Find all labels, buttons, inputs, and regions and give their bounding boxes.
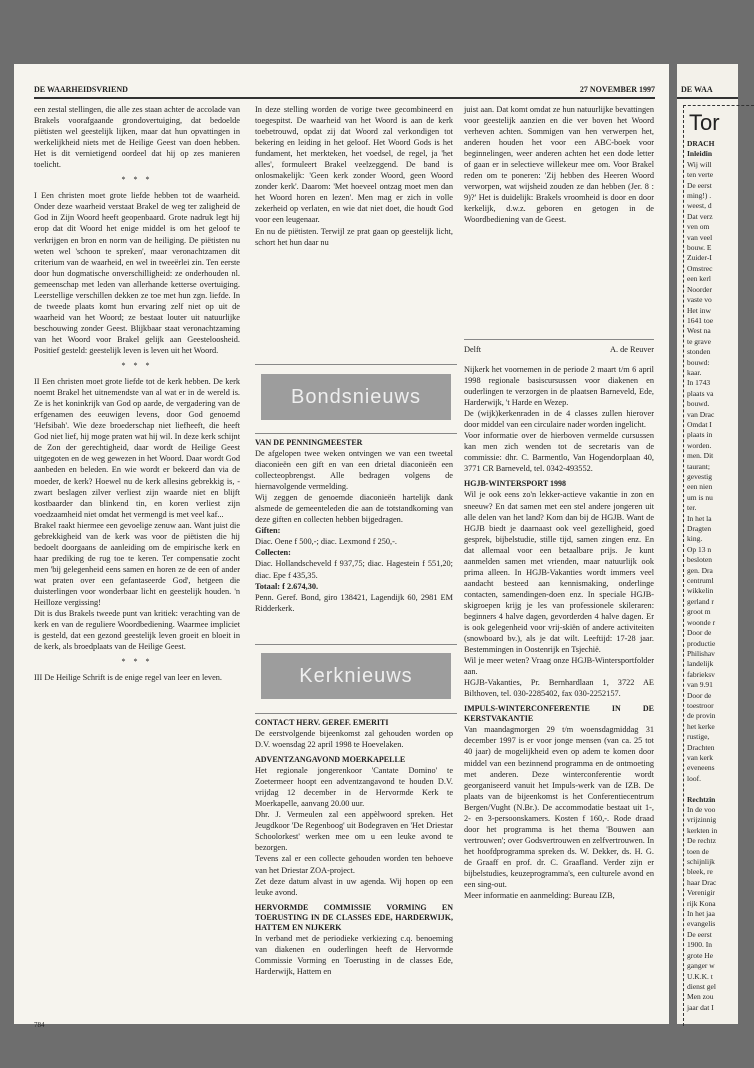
next-page-line: groot m [687,607,711,617]
paragraph: In deze stelling worden de vorige twee gecombineerd en toegespitst. De waarheid van het Woord is aan de kerk toebetrouwd, opdat zij dat Woord zal verkondigen tot bekering en leiding in het geloof. Het Woord Gods is het fundament, het merkteken, het voedsel, de regel, ja 'het alles', formuleert Brakel veelzeggend. De band is onlosmakelijk: 'Geen kerk zonder Woord, geen Woord zonder kerk'. Daarom: 'Met hoeveel ontzag moet men dan het Woord horen en lezen'. Men mag er zich in volle zekerheid op verlaten, en wie dat niet doet, die houdt God voor een leugenaar. [255,105,453,225]
paragraph: een zestal stellingen, die alle zes staan achter de accolade van Brakels voorafgaande grondovertuiging, dat bedoelde piëtisten wel geestelijk lijken, maar dat hun opvattingen in werkelijkheid niets met de Heilige Geest van doen hebben. Het is dit vernietigend oordeel dat hij op zes manieren toelicht. [34,105,240,170]
signature-place: Delft [464,345,482,354]
next-page-line: Omstrec [687,263,713,273]
next-page-line: Philishav [687,648,715,658]
next-page-text [687,139,747,1013]
next-page-line: vrijzinnig [687,815,717,825]
paragraph: Diac. Hollandscheveld f 937,75; diac. Hagestein f 551,20; diac. Epe f 435,35. [255,559,453,580]
article-signature [464,345,654,354]
paragraph: I Een christen moet grote liefde hebben tot de waarheid. Onder deze waarheid verstaat Brakel de weg ter zaligheid de God in Zijn Woord heeft geopenbaard. Grote nadruk legt hij erop dat dit Woord het enige middel is om het geloof te verkrijgen en bron en norm van de heiliging. De piëtisten nu weten wel 'schoon te spreken', maar veronachtzamen dit criterium van de waarheid, en wel in tweeërlei zin. Ten eerste door hun dogmatische onverschilligheid: ze onderhouden nl. gemeenschap met leden van allerhande ketterse overtuiging. Leerstellige verschillen dekken ze toe met hun zgn. liefde. In de tweede plaats komt hun ervaring zelf niet op uit de waarheid van het Woord; ze bestaat louter uit natuurlijke beschouwing zonder Geest. Blijkbaar staat veronachtzaming van het Woord voor Brakel gelijk aan Geesteloosheid. Positief gesteld: geestelijk leven is leven uit het Woord. [34,191,240,355]
header-rule [34,97,655,99]
column-2-top [255,104,453,248]
next-page-line: Op 13 n [687,544,712,554]
next-page-line: van veel [687,232,713,242]
paragraph: II Een christen moet grote liefde tot de kerk hebben. De kerk noemt Brakel het uitnemendste van al wat er in de wereld is. Ze is het koninkrijk van God op aarde, de vergadering van de erfgenamen des eeuwigen levens, door God genoemd 'Hefsibah'. Wie deze broederschap niet liefheeft, die heeft God niet lief, hij moge praten wat hij wil. In deze kerk schijnt de Zon der gerechtigheid, daar wordt de Heilige Geest uitgegoten en de weg gewezen in het Woord. Daar wordt God aanbeden en beleden. En wie wordt er bekeerd dan via de moeder, de kerk? Hoewel nu de kerk allesins gebrekkig is, - zwart beslagen zilver verliest zijn waarde niet en blijft kostbaarder dan blinkend tin, en koren verliest zijn voedzaamheid niet omdat het vermengd is met veel kaf... [34,377,240,519]
section-heading: ADVENTZANGAVOND MOERKAPELLE [255,755,406,765]
next-page-line: bouwd: [687,357,710,367]
magazine-name: DE WAARHEIDSVRIEND [34,85,128,94]
next-page-line: toestroor [687,700,714,710]
paragraph: De (wijk)kerkenraden in de 4 classes zullen hierover door middel van een circulaire nader worden ingelicht. [464,409,654,430]
next-page-line: DRACH [687,139,715,148]
paragraph: III De Heilige Schrift is de enige regel van leer en leven. [34,673,222,683]
next-page-line: vaste vo [687,295,712,305]
next-page-line [687,784,747,794]
next-page-line: eveneens [687,763,715,773]
next-page-line: de provin [687,711,716,721]
next-page-line: De eerst [687,929,712,939]
paragraph: Brakel raakt hiermee een gevoelige zenuw aan. Want juist die gebrekkigheid van de kerk was voor de piëtisten die hij bedoelt doorgaans de aanleiding om de empirische kerk en haar prediking de rug toe te keren. Ter compensatie zocht men 'bij gelegenheid eens samen en horen ze de een of ander wat praten over een gefantaseerde God', hetgeen die duisterlingen voor wonderbaar licht en geestelijk houden. 'n Heilloze vergissing! [34,520,240,608]
next-page-line: een kerl [687,274,711,284]
next-page-line: ganger w [687,961,715,971]
next-page-line: haar Drac [687,877,717,887]
column-3-bottom [464,364,654,901]
next-page-line: Zuider-I [687,253,712,263]
next-page-line: In de voo [687,805,716,814]
paragraph: Wil je meer weten? Vraag onze HGJB-Wintersportfolder aan. [464,656,654,677]
next-page-line: te grave [687,336,711,346]
next-page-line: bouwd. [687,399,710,409]
paragraph: Zet deze datum alvast in uw agenda. Wij hopen op een leuke avond. [255,876,453,897]
next-page-line: Men zou [687,992,714,1002]
next-page-line: Dragten [687,524,712,534]
next-page-line: Het inw [687,305,711,315]
paragraph: En nu de piëtisten. Terwijl ze prat gaan op geestelijk licht, schort het hun daar nu [255,226,453,247]
next-page-line: centruml [687,576,714,586]
next-page-line: Drachten [687,742,715,752]
next-page-line: king. [687,534,703,544]
next-page-line: van 9.91 [687,680,713,690]
next-page-line: Verenigir [687,888,715,898]
section-divider: * * * [121,175,153,185]
next-page-line: De rechtz [687,836,716,846]
next-page-line: In het jaa [687,909,715,919]
paragraph: In verband met de periodieke verkiezing c.q. benoeming van diakenen en ouderlingen heeft de Hervormde Commissie Vorming en Toerusting in de classes Ede, Harderwijk, Hattem en [255,933,453,976]
next-page-line: landelijk [687,659,714,669]
next-page-edge [677,64,738,1024]
next-page-line: Door de [687,628,712,638]
bondsnieuws-banner: Bondsnieuws [261,374,451,420]
paragraph: Meer informatie en aanmelding: Bureau IZB, [464,891,615,901]
next-page-line: U.K.K. t [687,971,713,981]
next-page-line: ven om [687,222,710,232]
column-2-middle [255,438,453,614]
next-page-line: Omdat I [687,419,712,429]
signature-rule [464,339,654,340]
column-2-bottom [255,718,453,977]
paragraph: HGJB-Vakanties, Pr. Bernhardlaan 1, 3722 AE Bilthoven, tel. 030-2285402, fax 030-2252157. [464,678,654,699]
next-page-line: productie [687,638,716,648]
next-page-line: taurant; [687,461,710,471]
next-page-line: Inleidin [687,149,713,159]
next-page-line: het kerke [687,721,715,731]
next-page-line: Wij will [687,159,712,169]
next-page-line: jaar dat I [687,1002,714,1012]
paragraph: juist aan. Dat komt omdat ze hun natuurlijke bevattingen voor geestelijk aanzien en die ver boven het Woord verheven achten. Sommigen van hen verwerpen het, anderen houden het voor een ABC-boek voor beginnelingen, weer anderen achten het een dode letter of gaan er in selectieve willekeur mee om. Voor Brakel reden om te poneren: 'Zij hebben des Heeren Woord verworpen, wat wijsheid zouden ze dan hebben (Jer. 8 : 9)?' Het is duidelijk: Brakels vroomheid is door en door kerkelijk, d.w.z. geboren en getogen in de Woordbediening van de Geest. [464,105,654,225]
next-page-line: bouw. E [687,243,712,253]
section-heading: IMPULS-WINTERCONFERENTIE IN DE KERSTVAKANTIE [464,704,654,724]
section-heading: HGJB-WINTERSPORT 1998 [464,479,567,489]
next-page-line: Noorder [687,284,712,294]
next-page-line: ming!) . [687,191,712,201]
next-page-line: rijk Kona [687,898,716,908]
next-page-line: fabrieksv [687,669,715,679]
paragraph: Voor informatie over de hierboven vermelde cursussen kan men zich wenden tot de secretaris van de commissie: dhr. C. Barmentlo, Van Hogendorplaan 40, 3771 CR Barneveld, tel. 0342-493552. [464,431,654,474]
paragraph: Tevens zal er een collecte gehouden worden ten behoeve van het Driestar ZOA-project. [255,854,453,875]
next-page-line: De eerst [687,180,712,190]
totaal: Totaal: f 2.674,30. [255,581,319,591]
page-number: 784 [34,1021,45,1029]
next-page-line: evangelis [687,919,716,929]
next-page-line: 1900. In [687,940,712,950]
next-page-title: Tor [689,110,720,135]
next-page-line: toen de [687,846,709,856]
next-page-line: gerland r [687,596,714,606]
next-page-line: dienst gel [687,981,716,991]
next-page-line: ter. [687,503,697,513]
next-page-line: kaar. [687,367,702,377]
next-page-line: In het la [687,513,712,523]
paragraph: Het regionale jongerenkoor 'Cantate Domino' te Zoetermeer hoopt een adventzangavond te houden D.V. vrijdag 12 december in de Hervormde Kerk te Moerkapelle, aanvang 20.00 uur. [255,766,453,809]
collecten-label: Collecten: [255,548,291,558]
next-page-line: schijnlijk [687,857,715,867]
section-heading: VAN DE PENNINGMEESTER [255,438,363,447]
next-page-line: een nien [687,482,713,492]
next-page-line: Door de [687,690,712,700]
next-page-line: Rechtzin [687,794,716,804]
header-rule [677,97,738,99]
signature-author: A. de Reuver [609,345,654,354]
paragraph: Dhr. J. Vermeulen zal een appèlwoord spreken. Het Jeugdkoor 'De Regenboog' uit Bodegraven en 'Het Driestar Schoolorkest' werken mee om u een leuke avond te bezorgen. [255,810,453,853]
section-divider: * * * [121,657,153,667]
next-page-line: gevestig [687,472,712,481]
next-page-line: van Drac [687,409,715,419]
magazine-page [14,64,669,1029]
next-page-line: plaats va [687,388,714,398]
next-page-line: bleek, re [687,867,713,877]
next-page-line: gen. Dra [687,565,713,575]
column-3-top [464,104,654,226]
issue-date: 27 NOVEMBER 1997 [579,85,655,94]
section-heading: HERVORMDE COMMISSIE VORMING EN TOERUSTING IN DE CLASSES EDE, HARDERWIJK, HATTEM EN NIJKERK [255,902,453,932]
paragraph: Van maandagmorgen 29 t/m woensdagmiddag 31 december 1997 is er voor jonge mensen (van ca. 25 tot 40 jaar) de mogelijkheid even op adem te komen door middel van een bezinnend programma en de ontmoeting met anderen. Deze winterconferentie wordt georganiseerd vanuit het Impuls-werk van de IZB. De plaats van de bijeenkomst is het Conferentiecentrum Bergen/Vught (N.Br.). De accommodatie bestaat uit 1-, 2- en 3-persoonskamers. Kosten f 160,-. Rode draad door het programma is het thema 'Bouwen aan vertrouwen'; over Godsvertrouwen en zelfvertrouwen. In het hoofdprogramma spreken ds. W. Dekker, ds. H. G. de Graaff en prof. dr. C. Graafland. Verder zijn er bijbelstudies, keuzeprogramma's, een culturele avond en een sing-out. [464,725,654,890]
next-page-line: woonde r [687,617,716,627]
next-page-line: wikkelin [687,586,714,596]
next-page-line: 1641 toe [687,315,714,325]
next-page-line: In 1743 [687,378,711,388]
next-page-line: ten verte [687,170,714,180]
paragraph: Dit is dus Brakels tweede punt van kritiek: verachting van de kerk en van de reguliere Woordbediening. Waarmee impliciet is gesteld, dat een gezond geestelijk leven groeit en bloeit in de kerk, als broedplaats van de Heilige Geest. [34,609,240,652]
next-page-line: kerkten in [687,825,718,835]
next-page-line: weest, d [687,201,712,211]
next-page-line: rustige, [687,732,710,742]
running-header [34,85,655,97]
next-page-line: um is nu [687,492,713,502]
next-page-line: van kerk [687,752,714,762]
paragraph: Nijkerk het voornemen in de periode 2 maart t/m 6 april 1998 regionale basiscursussen voor diakenen en ouderlingen te verzorgen in de plaatsen Barneveld, Ede, Harderwijk, 't Harde en Wezep. [464,365,654,408]
paragraph: Wil je ook eens zo'n lekker-actieve vakantie in zon en sneeuw? En dat samen met een stel andere jongeren uit alle delen van het land? Kom dan bij de HGJB. Want de HGJB biedt je daarnaast ook veel gezelligheid, goed gesprek, bijbelstudie, stille tijd, samen zingen enz. En dat allemaal voor een betaalbare prijs. Je kunt aanmelden samen met vrienden, maar natuurlijk ook prima alleen. In HGJB-Vakanties wordt immers veel aandacht besteed aan kennismaking, onderlinge contacten, samendingen-doen enz. In speciale HGJB-skigroepen krijg je les van professionele skileraren: beginners 4 halve dagen, gevorderden 4 halve dagen. Er is ook gelegenheid voor vrij-skiën of andere activiteiten (snowboard bv.), als je dat wilt. Leeftijd: 17-28 jaar. Bestemmingen in Oostenrijk en Tsjechië. [464,490,654,655]
section-heading: CONTACT HERV. GEREF. EMERITI [255,718,389,727]
next-page-line: stonden [687,347,711,357]
paragraph: Penn. Geref. Bond, giro 138421, Lagendijk 60, 2981 EM Ridderkerk. [255,592,453,613]
section-divider: * * * [121,361,153,371]
kerknieuws-banner: Kerknieuws [261,653,451,699]
column-1 [34,104,240,683]
next-page-line: men. Dit [687,451,714,461]
next-page-line: West na [687,326,711,336]
paragraph: De afgelopen twee weken ontvingen we van een tweetal diaconieën een gift en van een drietal diaconieën een collecteopbrengst. Alle bedragen volgens de hiernavolgende vermelding. [255,449,453,492]
giften-label: Giften: [255,526,281,536]
next-page-line: besloten [687,555,712,565]
next-page-header: DE WAA [681,85,713,94]
next-page-line: grote He [687,950,714,960]
next-page-line: loof. [687,773,701,783]
next-page-line: plaats in [687,430,713,440]
next-page-line: Dat verz [687,211,713,221]
paragraph: Diac. Oene f 500,-; diac. Lexmond f 250,-. [255,537,397,547]
paragraph: Wij zeggen de genoemde diaconieën hartelijk dank alsmede de gemeenteleden die aan de totstandkoming van deze giften en collecten hebben bijgedragen. [255,493,453,525]
next-page-line: worden. [687,440,712,450]
paragraph: De eerstvolgende bijeenkomst zal gehouden worden op D.V. woensdag 22 april 1998 te Hoevelaken. [255,729,453,750]
